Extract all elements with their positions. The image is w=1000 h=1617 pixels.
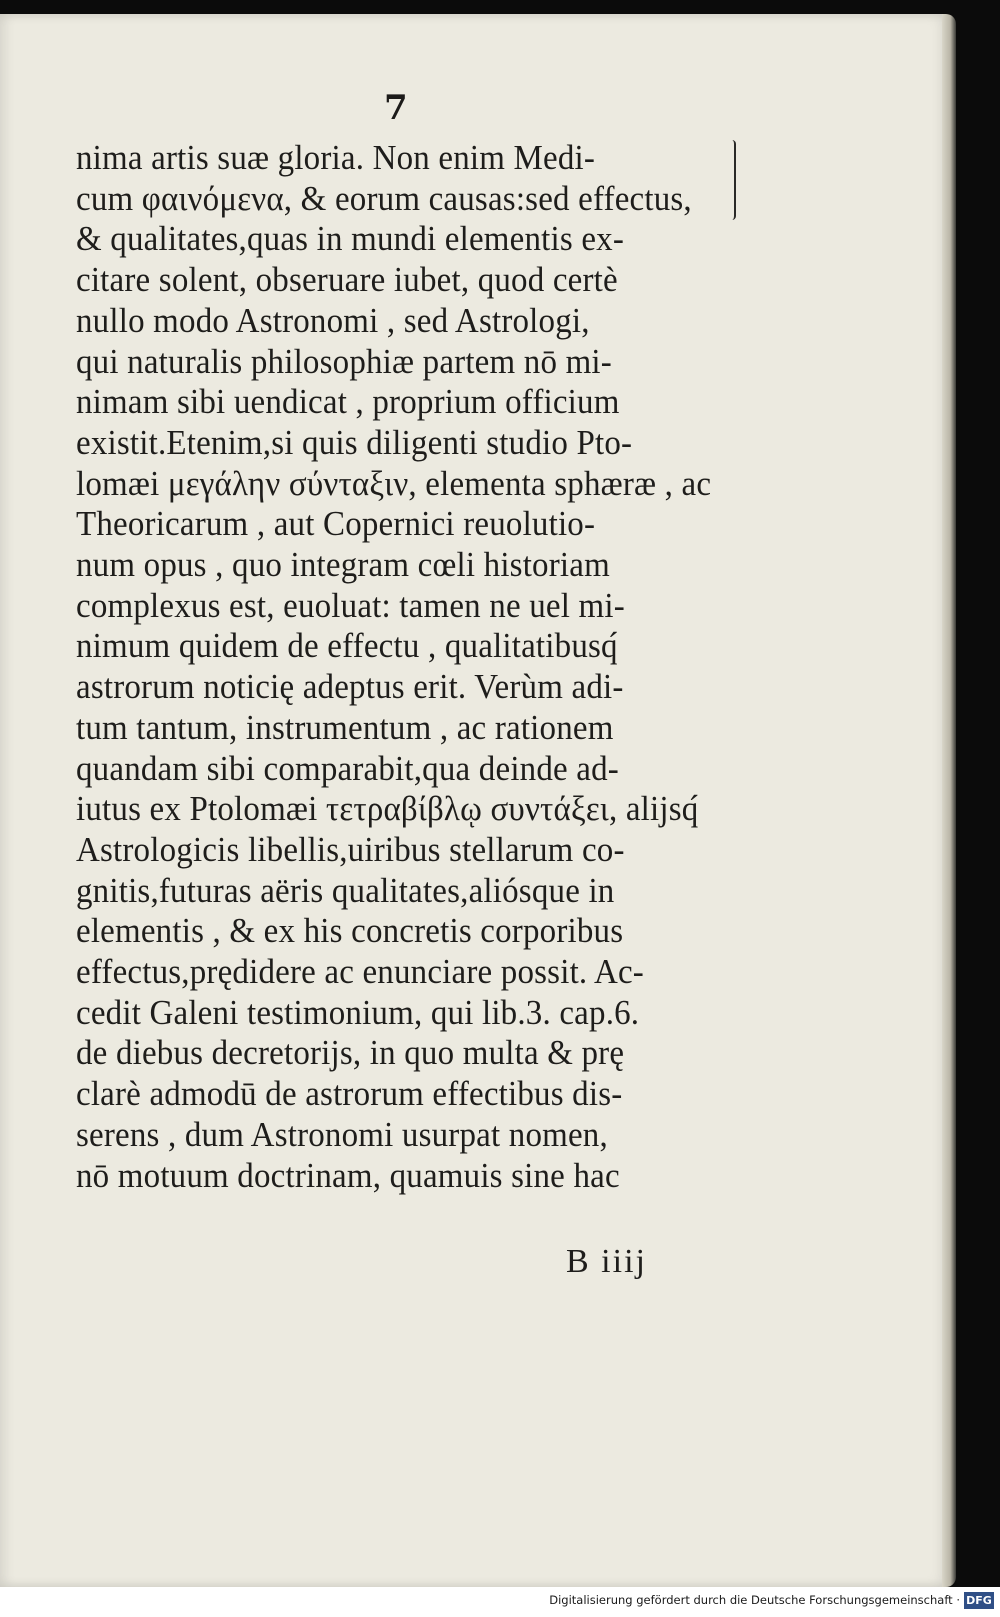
text-line: & qualitates,quas in mundi elementis ex- xyxy=(76,220,625,259)
text-line: Theoricarum , aut Copernici reuolutio- xyxy=(76,505,596,544)
funding-credit: Digitalisierung gefördert durch die Deutsche Forschungsgemeinschaft · xyxy=(549,1593,960,1607)
text-line: lomæi μεγάλην σύνταξιν, elementa sphæræ , ac xyxy=(76,464,712,503)
text-line: gnitis,futuras aëris qualitates,aliósque in xyxy=(76,871,615,910)
body-text xyxy=(76,138,756,1196)
text-line: citare solent, obseruare iubet, quod certè xyxy=(76,261,618,300)
text-line: nimam sibi uendicat , proprium officium xyxy=(76,383,620,422)
dfg-logo: DFG xyxy=(964,1592,994,1609)
text-line: astrorum noticię adeptus erit. Verùm adi- xyxy=(76,668,624,707)
text-line: qui naturalis philosophiæ partem nō mi- xyxy=(76,342,612,381)
text-line: complexus est, euoluat: tamen ne uel mi- xyxy=(76,586,625,625)
text-line: iutus ex Ptolomæi τετραβίβλῳ συντάξει, alijsq́ xyxy=(76,790,699,829)
text-line: de diebus decretorijs, in quo multa & prę xyxy=(76,1034,625,1073)
text-line: cum φαινόμενα, & eorum causas:sed effectus, xyxy=(76,179,692,218)
text-line: nimum quidem de effectu , qualitatibusq́ xyxy=(76,627,618,666)
text-line: elementis , & ex his concretis corporibus xyxy=(76,912,624,951)
text-line: clarè admodū de astrorum effectibus dis- xyxy=(76,1075,623,1114)
text-line: tum tantum, instrumentum , ac rationem xyxy=(76,708,614,747)
page-number: 7 xyxy=(384,88,408,128)
text-line: effectus,prędidere ac enunciare possit. Ac- xyxy=(76,953,644,992)
footer-bar xyxy=(0,1587,1000,1617)
text-line: nullo modo Astronomi , sed Astrologi, xyxy=(76,301,590,340)
text-line: serens , dum Astronomi usurpat nomen, xyxy=(76,1115,608,1154)
text-line: num opus , quo integram cœli historiam xyxy=(76,546,610,585)
text-line: Astrologicis libellis,uiribus stellarum co- xyxy=(76,830,625,869)
text-line: cedit Galeni testimonium, qui lib.3. cap.6. xyxy=(76,993,640,1032)
text-line: nima artis suæ gloria. Non enim Medi- xyxy=(76,139,596,177)
text-line: existit.Etenim,si quis diligenti studio Pto- xyxy=(76,423,633,462)
page-edge xyxy=(942,14,956,1587)
text-line: quandam sibi comparabit,qua deinde ad- xyxy=(76,749,619,788)
signature-mark: B iiij xyxy=(566,1243,647,1280)
text-line: nō motuum doctrinam, quamuis sine hac xyxy=(76,1156,620,1195)
